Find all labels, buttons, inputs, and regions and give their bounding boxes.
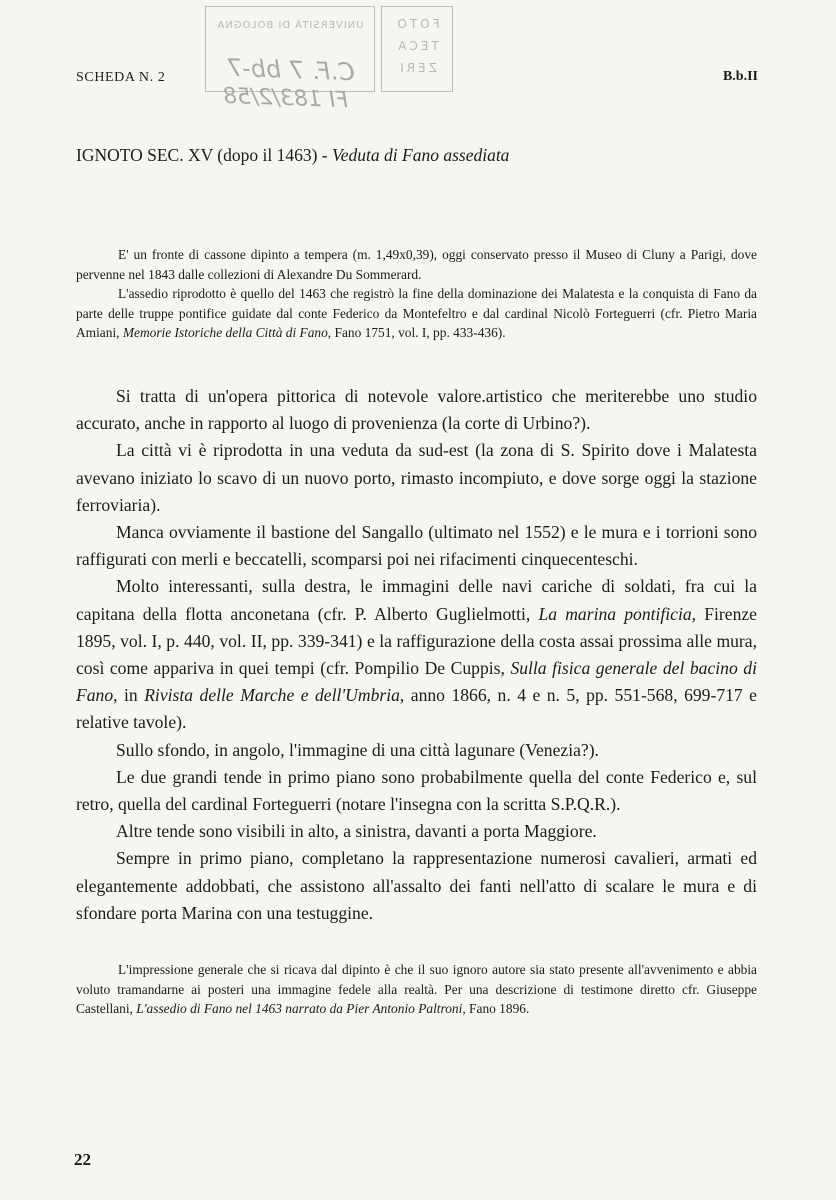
fototeca-line-2: TECA xyxy=(395,39,439,53)
page-number: 22 xyxy=(74,1150,91,1169)
handwritten-inventory-1: C.F. 7 bb-7 xyxy=(226,53,356,87)
body-paragraph-5: Sullo sfondo, in angolo, l'immagine di una città lagunare (Venezia?). xyxy=(116,739,599,760)
library-stamp xyxy=(205,6,455,116)
handwritten-inventory-2: FI 183/2/58 xyxy=(222,83,349,114)
closing-paragraph: L'impressione generale che si ricava dal dipinto è che il suo ignoro autore sia stato presente all'avvenimento e abbia voluto tramandarne ai posteri una immagine fedele alla realtà. Per una descrizione di testimone diretto cfr. Giuseppe Castellani, L'assedio di Fano nel 1463 narrato da Pier Antonio Paltroni, Fano 1896. xyxy=(76,962,757,1016)
scheda-label: SCHEDA N. 2 xyxy=(76,70,166,85)
title-work: Veduta di Fano assediata xyxy=(332,145,510,165)
body-paragraph-6: Le due grandi tende in primo piano sono probabilmente quella del conte Federico e, sul retro, quella del cardinal Forteguerri (notare l'insegna con la scritta S.P.Q.R.). xyxy=(76,766,757,815)
catalog-code: B.b.II xyxy=(722,69,758,84)
title-author: IGNOTO SEC. XV (dopo il 1463) - xyxy=(76,145,333,165)
artwork-title xyxy=(76,145,509,166)
university-stamp-text: UNIVERSITÀ DI BOLOGNA xyxy=(216,20,364,31)
intro-paragraph-1: E' un fronte di cassone dipinto a tempera (m. 1,49x0,39), oggi conservato presso il Museo di Cluny a Parigi, dove pervenne nel 1843 dalle collezioni di Alexandre Du Sommerard. xyxy=(76,247,757,282)
body-paragraph-1: Si tratta di un'opera pittorica di notevole valore.artistico che meriterebbe uno studio accurato, anche in rapporto al luogo di provenienza (la corte di Urbino?). xyxy=(76,386,757,434)
intro-paragraph-2: L'assedio riprodotto è quello del 1463 che registrò la fine della dominazione dei Malatesta e la conquista di Fano da parte delle truppe pontifice guidate dal conte Federico da Montefeltro e dal cardinal Nicolò Forteguerri (cfr. Pietro Maria Amiani, Memorie Istoriche della Città di Fano, Fano 1751, vol. I, pp. 433-436). xyxy=(76,286,757,340)
fototeca-stamp xyxy=(381,6,453,92)
fototeca-line-3: ZERI xyxy=(397,61,437,75)
intro-notes xyxy=(76,245,757,343)
body-paragraph-4: Molto interessanti, sulla destra, le immagini delle navi cariche di soldati, fra cui la capitana della flotta anconetana (cfr. P. Alberto Guglielmotti, La marina pontificia, Firenze 1895, vol. I, p. 440, vol. II, pp. 339-341) e la raffigurazione della costa assai prossima alle mura, così come appariva in quei tempi (cfr. Pompilio De Cuppis, Sulla fisica generale del bacino di Fano, in Rivista delle Marche e dell'Umbria, anno 1866, n. 4 e n. 5, pp. 551-568, 699-717 e relative tavole). xyxy=(76,576,757,733)
body-paragraph-2: La città vi è riprodotta in una veduta da sud-est (la zona di S. Spirito dove i Malatesta avevano iniziato lo scavo di un nuovo porto, rimasto incompiuto, e dove sorge oggi la stazione ferroviaria). xyxy=(76,440,757,515)
closing-note xyxy=(76,960,757,1019)
main-text xyxy=(76,383,757,927)
body-paragraph-8: Sempre in primo piano, completano la rappresentazione numerosi cavalieri, armati ed elegantemente addobbati, che assistono all'assalto dei fanti nell'atto di scalare le mura e di sfondare porta Marina con una testuggine. xyxy=(76,848,757,923)
body-paragraph-3: Manca ovviamente il bastione del Sangallo (ultimato nel 1552) e le mura e i torrioni sono raffigurati con merli e beccatelli, scomparsi poi nei rifacimenti cinquecenteschi. xyxy=(76,522,757,570)
fototeca-line-1: FOTO xyxy=(394,17,440,31)
body-paragraph-7: Altre tende sono visibili in alto, a sinistra, davanti a porta Maggiore. xyxy=(116,821,597,842)
